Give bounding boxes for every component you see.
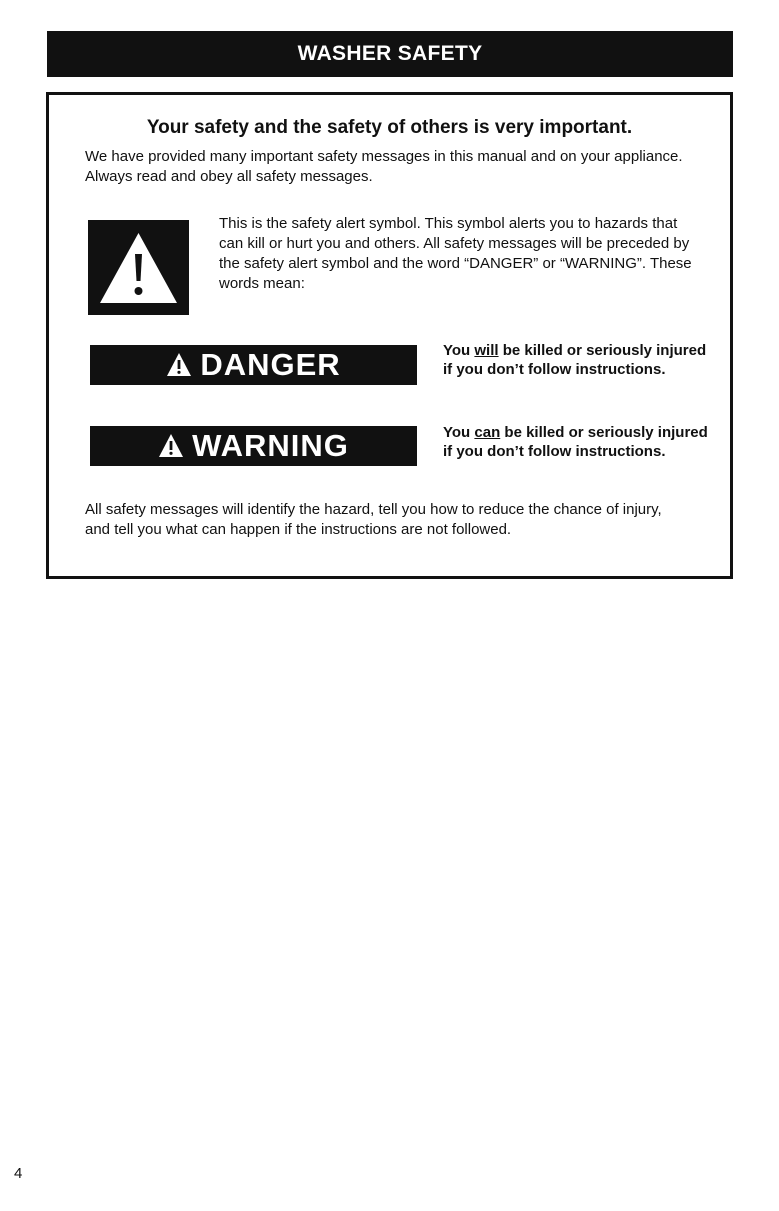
warning-signal-bar	[90, 426, 417, 466]
intro-paragraph: We have provided many important safety messages in this manual and on your appliance. Always read and obey all safety messages.	[85, 148, 683, 185]
closing-paragraph: All safety messages will identify the hazard, tell you how to reduce the chance of injury, and tell you what can happen if the instructions are not followed.	[85, 501, 662, 538]
warning-description: You can be killed or seriously injured if you don’t follow instructions.	[443, 424, 708, 460]
page-number: 4	[14, 1165, 23, 1182]
alert-triangle-icon	[166, 352, 192, 378]
warning-label: WARNING	[192, 428, 349, 463]
danger-description: You will be killed or seriously injured if you don’t follow instructions.	[443, 342, 707, 378]
danger-emphasis: will	[474, 342, 499, 359]
safety-alert-symbol-icon	[88, 220, 189, 315]
safety-info-box	[46, 92, 733, 579]
section-header	[47, 31, 733, 77]
symbol-explanation: This is the safety alert symbol. This symbol alerts you to hazards that can kill or hurt you and others. All safety messages will be preceded by the safety alert symbol and the word “DANGER” or “WARNING”. These words mean:	[219, 215, 692, 292]
danger-label: DANGER	[200, 347, 341, 382]
warning-emphasis: can	[474, 424, 501, 441]
section-title: WASHER SAFETY	[297, 42, 483, 65]
danger-signal-bar	[90, 345, 417, 385]
alert-triangle-icon	[158, 433, 184, 459]
box-title: Your safety and the safety of others is very important.	[146, 117, 633, 138]
